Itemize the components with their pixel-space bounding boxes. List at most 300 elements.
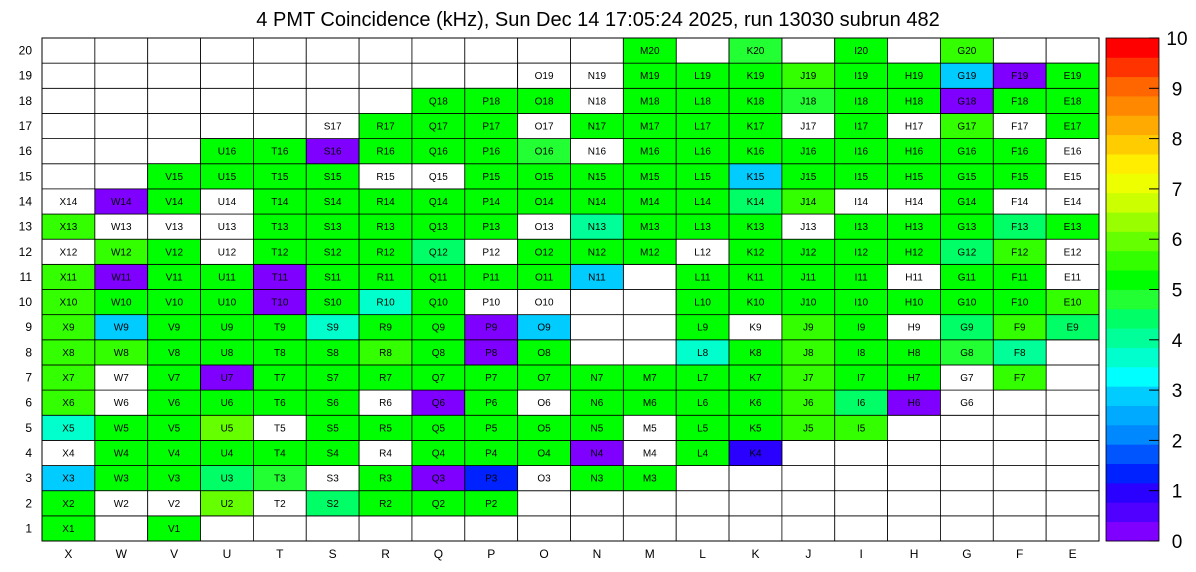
- grid-cell: [782, 466, 835, 491]
- cell-label: N11: [588, 272, 606, 284]
- cell-label: K17: [746, 121, 765, 133]
- grid-cell: [412, 38, 465, 63]
- y-tick-label: 14: [18, 194, 32, 209]
- cell-label: L15: [694, 171, 711, 183]
- grid-cell: [1046, 415, 1099, 440]
- cell-label: O4: [537, 448, 551, 460]
- grid-cell: [1046, 491, 1099, 516]
- cell-label: N6: [590, 398, 604, 410]
- cell-label: J6: [803, 398, 814, 410]
- grid-cell: [993, 38, 1046, 63]
- cell-label: O7: [537, 373, 551, 385]
- cell-label: M14: [640, 196, 660, 208]
- cell-label: V3: [168, 473, 181, 485]
- palette-segment: [1106, 212, 1159, 232]
- cell-label: E16: [1063, 146, 1082, 158]
- grid-cell: [676, 466, 729, 491]
- cell-label: I16: [854, 146, 869, 158]
- cell-label: W2: [113, 498, 129, 510]
- cell-label: O5: [537, 423, 551, 435]
- x-tick-label: R: [381, 547, 390, 561]
- palette-segment: [1106, 251, 1159, 271]
- y-tick-label: 18: [18, 93, 32, 108]
- grid-cell: [676, 38, 729, 63]
- x-tick-label: S: [328, 547, 337, 561]
- grid-cell: [1046, 340, 1099, 365]
- grid-cell: [359, 63, 412, 88]
- grid-cell: [42, 164, 95, 189]
- cell-label: F10: [1011, 297, 1029, 309]
- cell-label: K9: [749, 322, 762, 334]
- cell-label: V5: [168, 423, 181, 435]
- x-tick-label: J: [805, 547, 812, 561]
- cell-label: P15: [482, 171, 501, 183]
- x-tick-label: M: [644, 547, 655, 561]
- cell-label: X8: [62, 347, 75, 359]
- grid-cell: [359, 38, 412, 63]
- palette-segment: [1106, 386, 1159, 406]
- y-tick-label: 20: [18, 43, 32, 58]
- grid-cell: [201, 63, 254, 88]
- x-tick-label: K: [751, 547, 760, 561]
- cell-label: S17: [323, 121, 342, 133]
- cell-label: R13: [376, 222, 395, 234]
- cell-label: U16: [217, 146, 237, 158]
- cell-label: W3: [113, 473, 129, 485]
- grid-cell: [148, 38, 201, 63]
- grid-cell: [518, 38, 571, 63]
- grid-cell: [888, 516, 941, 541]
- cell-label: T2: [273, 498, 286, 510]
- cell-label: M7: [642, 373, 657, 385]
- cell-label: Q9: [431, 322, 446, 334]
- cell-label: U4: [220, 448, 234, 460]
- cell-label: V6: [168, 398, 181, 410]
- cell-label: F15: [1011, 171, 1029, 183]
- cell-label: P3: [485, 473, 498, 485]
- cell-label: R16: [376, 146, 395, 158]
- grid-cell: [148, 113, 201, 138]
- cell-label: W13: [110, 222, 132, 234]
- cell-label: H13: [904, 222, 924, 234]
- cell-label: J12: [800, 247, 817, 259]
- cell-label: P12: [482, 247, 501, 259]
- grid-cell: [253, 63, 306, 88]
- cell-label: S3: [326, 473, 339, 485]
- cell-label: S8: [326, 347, 339, 359]
- grid-cell: [359, 88, 412, 113]
- grid-cell: [465, 63, 518, 88]
- cell-label: W9: [113, 322, 129, 334]
- grid-cell: [1046, 365, 1099, 390]
- cell-label: E17: [1063, 121, 1082, 133]
- cell-label: O19: [534, 71, 554, 83]
- cell-label: I17: [854, 121, 869, 133]
- x-tick-label: Q: [433, 547, 444, 561]
- grid-cell: [782, 38, 835, 63]
- cell-label: W5: [113, 423, 129, 435]
- cell-label: R12: [376, 247, 395, 259]
- cell-label: H6: [907, 398, 921, 410]
- cell-label: N14: [587, 196, 607, 208]
- grid-cell: [465, 38, 518, 63]
- cell-label: V1: [168, 523, 181, 535]
- cell-label: V10: [165, 297, 184, 309]
- cell-label: U2: [220, 498, 234, 510]
- cell-label: R4: [379, 448, 392, 460]
- cell-label: K16: [746, 146, 765, 158]
- cell-label: T14: [271, 196, 289, 208]
- grid-cell: [412, 516, 465, 541]
- cell-label: Q5: [431, 423, 446, 435]
- grid-cell: [412, 63, 465, 88]
- grid-cell: [729, 466, 782, 491]
- cell-label: W14: [110, 196, 132, 208]
- palette-tick-label: 6: [1171, 230, 1183, 252]
- cell-label: E15: [1063, 171, 1082, 183]
- cell-label: J17: [800, 121, 817, 133]
- cell-label: P10: [482, 297, 501, 309]
- cell-label: I7: [857, 373, 866, 385]
- grid-cell: [95, 88, 148, 113]
- grid-cell: [201, 38, 254, 63]
- cell-label: S10: [323, 297, 342, 309]
- cell-label: Q6: [431, 398, 446, 410]
- cell-label: E19: [1063, 71, 1082, 83]
- cell-label: R6: [379, 398, 392, 410]
- cell-label: T6: [273, 398, 286, 410]
- cell-label: R9: [379, 322, 392, 334]
- cell-label: T13: [271, 222, 289, 234]
- x-tick-label: H: [909, 547, 919, 561]
- palette-segment: [1106, 57, 1159, 77]
- cell-label: H9: [907, 322, 921, 334]
- cell-label: J18: [800, 96, 817, 108]
- y-tick-label: 3: [25, 471, 32, 486]
- cell-label: J15: [800, 171, 817, 183]
- cell-label: T4: [273, 448, 286, 460]
- palette-segment: [1106, 464, 1159, 484]
- grid-cell: [623, 516, 676, 541]
- grid-cell: [1046, 466, 1099, 491]
- cell-label: L17: [694, 121, 711, 133]
- x-axis: [64, 547, 1076, 561]
- grid-cell: [1046, 516, 1099, 541]
- cell-label: N12: [587, 247, 607, 259]
- palette-segment: [1106, 290, 1159, 310]
- grid-cell: [42, 38, 95, 63]
- cell-label: W7: [113, 373, 129, 385]
- cell-label: T3: [273, 473, 286, 485]
- cell-label: Q11: [429, 272, 448, 284]
- grid-cell: [676, 516, 729, 541]
- cell-label: X10: [59, 297, 78, 309]
- grid-cell: [95, 164, 148, 189]
- cell-label: T5: [273, 423, 286, 435]
- palette-tick-label: 10: [1166, 29, 1188, 50]
- cell-label: P7: [485, 373, 498, 385]
- cell-label: K10: [746, 297, 765, 309]
- x-tick-label: U: [222, 547, 232, 561]
- cell-label: X14: [59, 196, 78, 208]
- grid-cell: [42, 139, 95, 164]
- x-tick-label: W: [115, 547, 127, 561]
- cell-label: N3: [590, 473, 604, 485]
- cell-label: N13: [587, 222, 607, 234]
- grid-cell: [940, 440, 993, 465]
- palette-segment: [1106, 444, 1159, 464]
- cell-label: J13: [800, 222, 817, 234]
- cell-label: E13: [1063, 222, 1082, 234]
- cell-label: V9: [168, 322, 181, 334]
- x-tick-label: F: [1016, 547, 1024, 561]
- cell-label: U3: [220, 473, 234, 485]
- grid-cell: [253, 113, 306, 138]
- cell-label: O6: [537, 398, 551, 410]
- cell-label: G20: [957, 46, 977, 58]
- cell-label: K8: [749, 347, 762, 359]
- cell-label: O17: [534, 121, 554, 133]
- cell-label: F8: [1013, 347, 1026, 359]
- cell-label: M20: [640, 46, 660, 58]
- grid-cell: [940, 466, 993, 491]
- y-tick-label: 10: [18, 295, 32, 310]
- cell-label: Q15: [428, 171, 448, 183]
- cell-label: X3: [62, 473, 75, 485]
- cell-label: G18: [957, 96, 977, 108]
- cell-label: M3: [642, 473, 657, 485]
- cell-label: V8: [168, 347, 181, 359]
- cell-label: N19: [587, 71, 607, 83]
- y-tick-label: 15: [18, 169, 32, 184]
- cell-label: K13: [746, 222, 765, 234]
- cell-label: P2: [485, 498, 498, 510]
- cell-label: P11: [482, 272, 500, 284]
- cell-label: P16: [482, 146, 501, 158]
- grid-cell: [201, 516, 254, 541]
- cell-label: Q2: [431, 498, 446, 510]
- grid-cell: [306, 516, 359, 541]
- cell-label: Q12: [428, 247, 448, 259]
- palette-segment: [1106, 38, 1159, 58]
- y-tick-label: 8: [25, 345, 32, 360]
- cell-label: M5: [642, 423, 657, 435]
- cell-label: G10: [957, 297, 977, 309]
- x-tick-label: N: [592, 547, 602, 561]
- cell-label: F13: [1011, 222, 1029, 234]
- cell-label: I8: [857, 347, 866, 359]
- palette-segment: [1106, 173, 1159, 193]
- grid-cell: [623, 491, 676, 516]
- grid-cell: [1046, 390, 1099, 415]
- cell-label: F16: [1011, 146, 1029, 158]
- palette-segment: [1106, 309, 1159, 329]
- grid-cell: [835, 440, 888, 465]
- grid-cell: [888, 440, 941, 465]
- cell-label: T16: [271, 146, 289, 158]
- cell-label: L10: [694, 297, 711, 309]
- grid-cell: [993, 415, 1046, 440]
- cell-label: P18: [482, 96, 501, 108]
- palette-segment: [1106, 96, 1159, 116]
- grid-cell: [835, 466, 888, 491]
- cell-label: N4: [590, 448, 604, 460]
- cell-label: F11: [1011, 272, 1028, 284]
- cell-label: Q8: [431, 347, 446, 359]
- cell-label: P8: [485, 347, 498, 359]
- cell-label: R8: [379, 347, 392, 359]
- cell-label: M17: [640, 121, 660, 133]
- cell-label: X5: [62, 423, 75, 435]
- cell-label: G6: [960, 398, 974, 410]
- color-palette: [1106, 29, 1188, 553]
- cell-label: R14: [376, 196, 395, 208]
- cell-label: S5: [326, 423, 339, 435]
- palette-segment: [1106, 115, 1159, 135]
- grid-cell: [1046, 440, 1099, 465]
- cell-label: H8: [907, 347, 921, 359]
- cell-label: L13: [694, 222, 711, 234]
- palette-segment: [1106, 348, 1159, 368]
- palette-segment: [1106, 367, 1159, 387]
- grid-cell: [42, 63, 95, 88]
- x-tick-label: G: [962, 547, 972, 561]
- cell-label: U5: [220, 423, 234, 435]
- cell-label: G14: [957, 196, 977, 208]
- cell-label: E14: [1063, 196, 1082, 208]
- cell-label: G16: [957, 146, 977, 158]
- cell-label: X2: [62, 498, 75, 510]
- grid-cell: [993, 516, 1046, 541]
- cell-label: O11: [534, 272, 554, 284]
- cell-label: N18: [587, 96, 607, 108]
- cell-label: X12: [59, 247, 78, 259]
- palette-segment: [1106, 328, 1159, 348]
- x-tick-label: P: [487, 547, 496, 561]
- grid-cell: [835, 516, 888, 541]
- grid-cell: [888, 38, 941, 63]
- cell-label: O14: [534, 196, 554, 208]
- grid-cell: [888, 491, 941, 516]
- cell-label: M16: [640, 146, 660, 158]
- cell-label: X13: [59, 222, 78, 234]
- grid-cell: [571, 340, 624, 365]
- cell-label: J14: [800, 196, 817, 208]
- cell-label: O15: [534, 171, 554, 183]
- palette-segment: [1106, 483, 1159, 503]
- grid-cell: [1046, 38, 1099, 63]
- grid-cell: [993, 466, 1046, 491]
- cell-label: M6: [642, 398, 657, 410]
- grid-cell: [623, 315, 676, 340]
- cell-label: W6: [113, 398, 129, 410]
- y-tick-label: 19: [18, 68, 32, 83]
- cell-label: T7: [273, 373, 286, 385]
- grid-cell: [993, 440, 1046, 465]
- cell-label: G9: [960, 322, 974, 334]
- cell-label: P17: [482, 121, 501, 133]
- cell-label: T8: [273, 347, 286, 359]
- palette-segment: [1106, 502, 1159, 522]
- cell-label: O13: [534, 222, 554, 234]
- cell-label: L8: [697, 347, 709, 359]
- grid-cell: [253, 88, 306, 113]
- cell-label: L4: [697, 448, 709, 460]
- x-tick-label: O: [539, 547, 549, 561]
- cell-label: I13: [854, 222, 869, 234]
- cell-label: U6: [220, 398, 234, 410]
- palette-segment: [1106, 193, 1159, 213]
- cell-label: P4: [485, 448, 498, 460]
- grid-cell: [571, 315, 624, 340]
- grid-cell: [676, 491, 729, 516]
- cell-label: Q3: [431, 473, 446, 485]
- grid-cell: [571, 38, 624, 63]
- cell-label: K7: [749, 373, 762, 385]
- x-tick-label: I: [859, 547, 863, 561]
- grid-cell: [835, 491, 888, 516]
- cell-label: N17: [587, 121, 607, 133]
- palette-segment: [1106, 231, 1159, 251]
- grid-cell: [729, 516, 782, 541]
- grid-cell: [95, 38, 148, 63]
- cell-label: G15: [957, 171, 977, 183]
- y-tick-label: 2: [25, 496, 32, 511]
- cell-label: K19: [746, 71, 765, 83]
- grid-cell: [623, 264, 676, 289]
- cell-label: X7: [62, 373, 75, 385]
- grid-cell: [782, 440, 835, 465]
- cell-label: J11: [800, 272, 817, 284]
- cell-label: J16: [800, 146, 817, 158]
- cell-label: W8: [113, 347, 129, 359]
- grid-cell: [993, 390, 1046, 415]
- cell-label: G8: [960, 347, 974, 359]
- cell-label: V12: [165, 247, 184, 259]
- cell-label: I6: [857, 398, 866, 410]
- cell-label: U7: [220, 373, 234, 385]
- cell-label: H18: [904, 96, 924, 108]
- cell-label: P5: [485, 423, 498, 435]
- cell-label: F18: [1011, 96, 1029, 108]
- palette-segment: [1106, 77, 1159, 97]
- cell-label: T15: [271, 171, 289, 183]
- cell-label: K6: [749, 398, 762, 410]
- cell-label: N16: [587, 146, 607, 158]
- cell-label: U11: [218, 272, 236, 284]
- cell-label: O3: [537, 473, 551, 485]
- cell-label: X1: [62, 523, 75, 535]
- palette-tick-label: 1: [1171, 481, 1183, 503]
- cell-label: W10: [110, 297, 132, 309]
- cell-label: E9: [1066, 322, 1079, 334]
- y-tick-label: 11: [19, 269, 32, 284]
- palette-tick-label: 3: [1171, 381, 1183, 403]
- cell-label: U8: [220, 347, 234, 359]
- cell-label: I12: [854, 247, 869, 259]
- grid-cell: [95, 139, 148, 164]
- cell-label: I15: [854, 171, 869, 183]
- cell-label: L18: [694, 96, 711, 108]
- cell-label: F12: [1011, 247, 1029, 259]
- y-tick-label: 1: [25, 521, 32, 536]
- cell-label: Q4: [431, 448, 446, 460]
- grid-cell: [306, 38, 359, 63]
- cell-label: M4: [642, 448, 657, 460]
- cell-label: H7: [907, 373, 921, 385]
- cell-label: G11: [957, 272, 976, 284]
- cell-label: R7: [379, 373, 392, 385]
